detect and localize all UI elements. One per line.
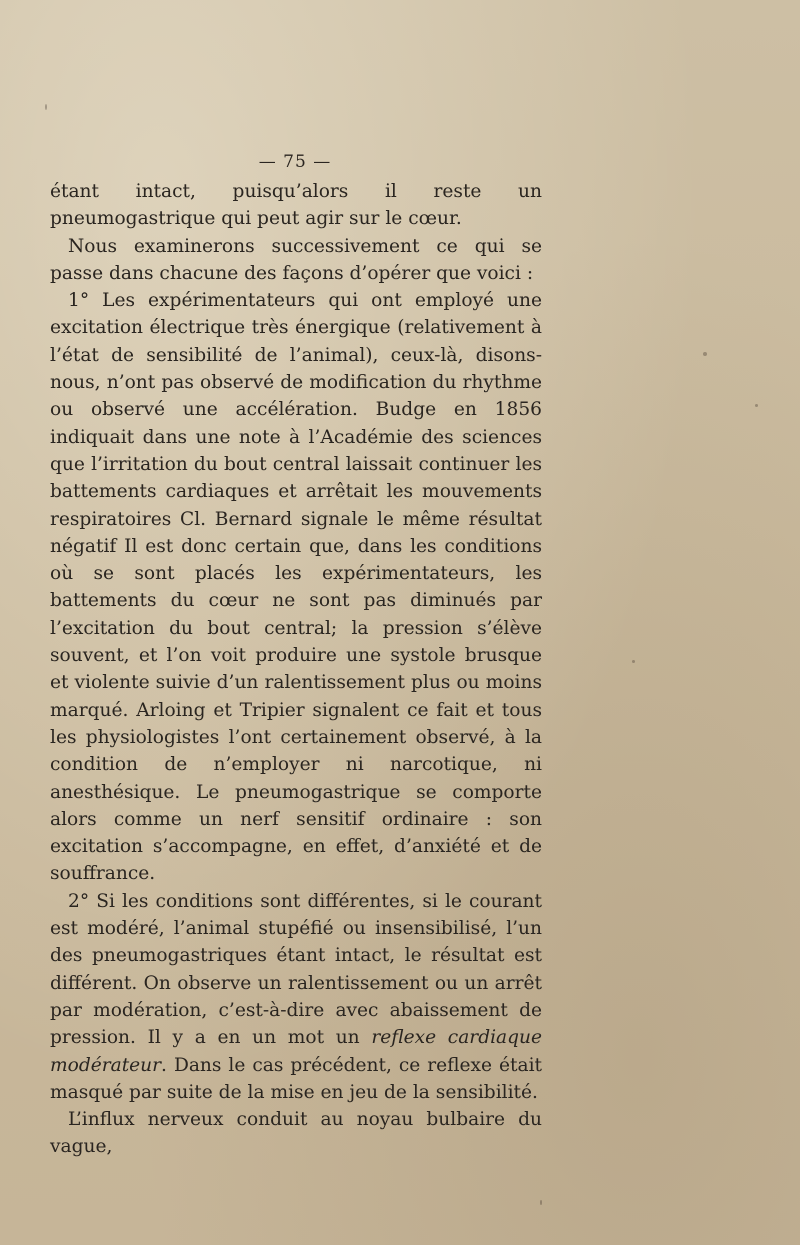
body-text [50, 178, 542, 1161]
paragraph [50, 287, 542, 888]
text-segment: 1° Les expérimentateurs qui ont employé une excitation électrique très énergique (relativement à l’état de sensibilité de l’animal), ceux-là, disons-nous, n’ont pas observé de modification du rhythme ou observé une accélération. Budge en 1856 indiquait dans une note à l’Académie des sciences que l’irritation du bout central laissait continuer les battements cardiaques et arrêtait les mouvements respiratoires Cl. Bernard signale le même résultat négatif Il est donc certain que, dans les conditions où se sont placés les expérimentateurs, les battements du cœur ne sont pas diminués par l’excitation du bout central; la pression s’élève souvent, et l’on voit produire une systole brusque et violente suivie d’un ralentissement plus ou moins marqué. Arloing et Tripier signalent ce fait et tous les physiologistes l’ont certainement observé, à la condition de n’employer ni narcotique, ni anesthésique. Le pneumogastrique se comporte alors comme un nerf sensitif ordinaire : son excitation s’accompagne, en effet, d’anxiété et de souffrance. [50, 290, 542, 885]
paper-speck [540, 1200, 542, 1205]
text-segment: L’influx nerveux conduit au noyau bulbaire du vague, [50, 1109, 542, 1158]
paragraph [50, 1106, 542, 1161]
paragraph [50, 178, 542, 233]
paper-speck [755, 404, 758, 407]
page-number: — 75 — [258, 152, 332, 172]
paragraph [50, 888, 542, 1106]
text-segment: étant intact, puisqu’alors il reste un pneumogastrique qui peut agir sur le cœur. [50, 181, 542, 230]
italic-phrase: reflexe cardiaque modérateur [50, 1027, 543, 1076]
paper-speck [45, 104, 47, 110]
paper-speck [632, 660, 635, 663]
paragraph [50, 233, 542, 288]
text-segment: . Dans le cas précédent, ce reflexe était masqué par suite de la mise en jeu de la sensibilité. [50, 1054, 542, 1103]
text-segment: Nous examinerons successivement ce qui se passe dans chacune des façons d’opérer que voici : [50, 235, 542, 284]
text-segment: 2° Si les conditions sont différentes, si le courant est modéré, l’animal stupéfié ou insensibilisé, l’un des pneumogastriques étant intact, le résultat est différent. On observe un ralentissement ou un arrêt par modération, c’est-à-dire avec abaissement de pression. Il y a en un mot un [50, 890, 542, 1049]
paper-speck [703, 352, 707, 356]
